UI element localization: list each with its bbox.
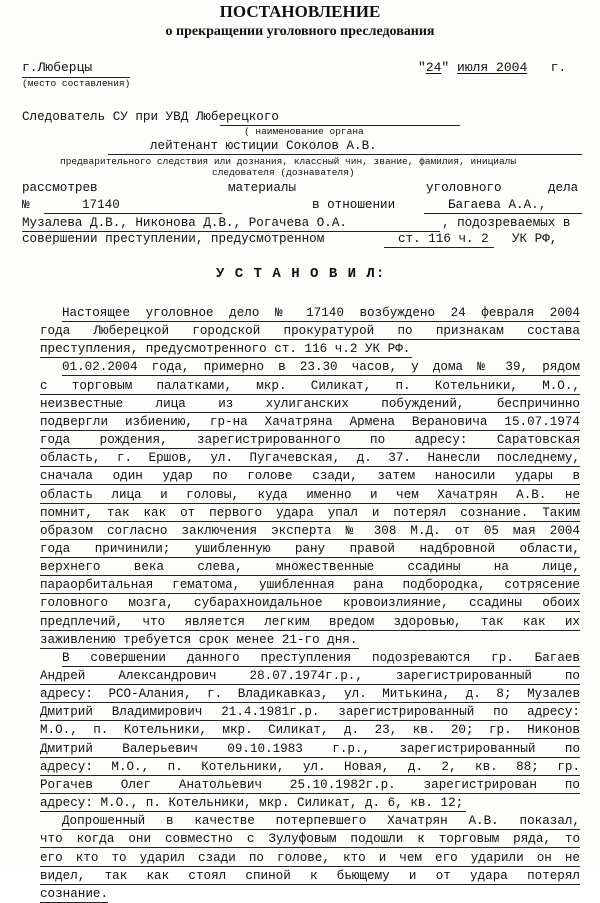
investigator-caption-3: следователя (дознавателя) xyxy=(212,167,355,178)
body-line: параорбитальная гематома, ушибленная рана подбородка, сотрясение xyxy=(40,578,580,593)
body-line: года Люберецкой городской прокуратурой по признакам состава xyxy=(40,324,580,339)
body-line-underline xyxy=(40,775,580,776)
intro-word-criminal: уголовного xyxy=(426,181,502,195)
body-line: В совершении данного преступления подозреваются гр. Багаев xyxy=(62,650,580,665)
body-line: Допрошенный в качестве потерпевшего Хачатрян А.В. показал, xyxy=(62,814,580,829)
intro-article-underline xyxy=(384,247,494,248)
body-line-underline xyxy=(40,757,580,758)
body-line-underline xyxy=(40,503,580,504)
suspects-suffix: , подозреваемых в xyxy=(442,216,571,230)
body-line-underline xyxy=(40,575,580,576)
body-line-underline xyxy=(40,811,466,812)
body-line: М.О., п. Котельники, мкр. Силикат, д. 23, кв. 20; гр. Никонов xyxy=(40,723,580,738)
body-line-underline xyxy=(62,829,580,830)
place-city xyxy=(22,60,132,75)
body-line: заживлению требуется срок менее 21-го дня. xyxy=(40,632,358,647)
place-caption: (место составления) xyxy=(22,78,131,89)
intro-code: УК РФ, xyxy=(512,232,558,246)
investigator-rank-name: лейтенант юстиции Соколов А.В. xyxy=(150,139,377,153)
body-line-underline xyxy=(40,884,580,885)
body-line-underline xyxy=(40,557,580,558)
body-line: Дмитрий Валерьевич 09.10.1983 г.р., зарегистрированный по xyxy=(40,741,580,756)
body-line-underline xyxy=(62,666,580,667)
body-line-underline xyxy=(40,630,580,631)
suspects-list: Музалева Д.В., Никонова Д.В., Рогачева О.А. xyxy=(22,216,347,230)
body-line: предплечий, что является легким вредом здоровью, так как их xyxy=(40,614,580,629)
body-line: Дмитрий Владимирович 21.4.1981г.р. зарегистрированный по адресу: xyxy=(40,705,580,720)
document-date: "24" июля 2004 г. xyxy=(418,60,567,75)
body-line: Андрей Александрович 28.07.1974г.р., зарегистрированный по xyxy=(40,669,580,683)
body-line-underline xyxy=(40,412,580,413)
body-line: Настоящее уголовное дело № 17140 возбуждено 24 февраля 2004 xyxy=(62,306,580,320)
body-line-underline xyxy=(40,847,580,848)
body-line-underline xyxy=(40,720,580,721)
body-line: адресу: РСО-Алания, г. Владикавказ, ул. Митькина, д. 8; Музалев xyxy=(40,687,580,702)
body-line: с торговым палатками, мкр. Силикат, п. Котельники, М.О., xyxy=(40,378,580,393)
body-line-underline xyxy=(40,521,580,522)
investigator-caption-1: ( наименование органа xyxy=(244,126,364,137)
body-line-underline xyxy=(40,866,580,867)
body-line: адресу: М.О., п. Котельники, мкр. Силикат, д. 6, кв. 12; xyxy=(40,796,464,811)
intro-in-respect: в отношении xyxy=(312,198,396,212)
body-line: верхнего века слева, множественные ссадины на лице, xyxy=(40,560,580,575)
body-line: помнит, так как от первого удара упал и потерял сознание. Таким xyxy=(40,505,580,520)
body-line: головного мозга, субарахноидальное кровоизлияние, ссадины обоих xyxy=(40,596,580,611)
body-line: подвергли избиению, гр-на Хачатряна Армена Верановича 15.07.1974 xyxy=(40,414,580,429)
body-line: видел, так как стоял спиной к бьющему и от удара потерял xyxy=(40,868,580,883)
body-line-underline xyxy=(40,430,580,431)
body-line-underline xyxy=(40,466,580,467)
body-line: адресу: М.О., п. Котельники, ул. Новая, д. 2, кв. 88; гр. xyxy=(40,759,580,774)
body-line: область лица и головы, куда именно и чем Хачатрян А.В. не xyxy=(40,487,580,502)
investigator-caption-2: предварительного следствия или дознания, классный чин, звание, фамилия, инициалы xyxy=(60,156,517,167)
body-line-underline xyxy=(40,648,359,649)
body-line: сначала один удар по голове сзади, затем наносили удары в xyxy=(40,469,580,484)
body-line-underline xyxy=(40,448,580,449)
body-line: образом согласно заключения эксперта № 308 М.Д. от 05 мая 2004 xyxy=(40,523,580,538)
body-line: неизвестные лица из хулиганских побуждений, беспричинно xyxy=(40,396,580,411)
body-line-underline xyxy=(40,702,580,703)
document-subtitle: о прекращении уголовного преследования xyxy=(165,24,435,39)
date-day: 24 xyxy=(425,60,442,75)
body-line-underline xyxy=(40,793,580,794)
body-line-underline xyxy=(62,321,580,322)
body-line-underline xyxy=(40,339,580,340)
intro-article: ст. 116 ч. 2 xyxy=(398,232,489,246)
place-city-text: г.Люберцы xyxy=(22,60,93,75)
intro-word-case: дела xyxy=(548,181,579,195)
body-line: года рождения, зарегистрированного по адресу: Саратовская xyxy=(40,433,580,448)
body-line: сознание. xyxy=(40,886,109,901)
case-number-underline xyxy=(44,213,222,214)
body-line: его кто то ударил сзади по голове, кто и чем его ударили он не xyxy=(40,850,580,865)
body-line: Рогачев Олег Анатольевич 25.10.1982г.р. зарегистрирован по xyxy=(40,777,580,792)
body-line: года причинили; ушибленную рану правой надбровной области, xyxy=(40,541,580,556)
intro-word-materials: материалы xyxy=(228,181,297,195)
body-line-underline xyxy=(40,738,580,739)
body-line-underline xyxy=(40,357,412,358)
suspect-bagaev: Багаева А.А., xyxy=(448,198,547,212)
body-line-underline xyxy=(62,375,580,376)
investigator-underline-2 xyxy=(108,154,582,155)
date-year-suffix: г. xyxy=(550,60,567,75)
body-line-underline xyxy=(40,593,580,594)
body-line: область, г. Ершов, ул. Пугачевская, д. 37. Нанесли последнему, xyxy=(40,451,580,466)
intro-number-sign: № xyxy=(22,198,30,212)
date-month-year: июля 2004 xyxy=(457,60,528,75)
body-line: преступления, предусмотренного ст. 116 ч.2 УК РФ. xyxy=(40,342,411,357)
suspect-bagaev-underline xyxy=(424,213,582,214)
body-line: 01.02.2004 года, примерно в 23.30 часов, у дома № 39, рядом xyxy=(62,360,580,375)
established-heading: У С Т А Н О В И Л: xyxy=(216,266,386,282)
body-line-underline xyxy=(40,394,580,395)
body-line-underline xyxy=(40,484,580,485)
body-line-underline xyxy=(40,611,580,612)
body-line-underline xyxy=(40,684,580,685)
intro-word-reviewed: рассмотрев xyxy=(22,181,98,195)
case-number: 17140 xyxy=(82,198,120,212)
investigator-line: Следователь СУ при УВД Люберецкого xyxy=(22,110,279,124)
body-line: что когда они совместно с Зулуфовым подошли к торговым ряда, то xyxy=(40,832,580,847)
intro-crime-text: совершении преступлении, предусмотренном xyxy=(22,232,325,246)
document-title: ПОСТАНОВЛЕНИЕ xyxy=(219,2,381,21)
body-line-underline xyxy=(40,539,580,540)
